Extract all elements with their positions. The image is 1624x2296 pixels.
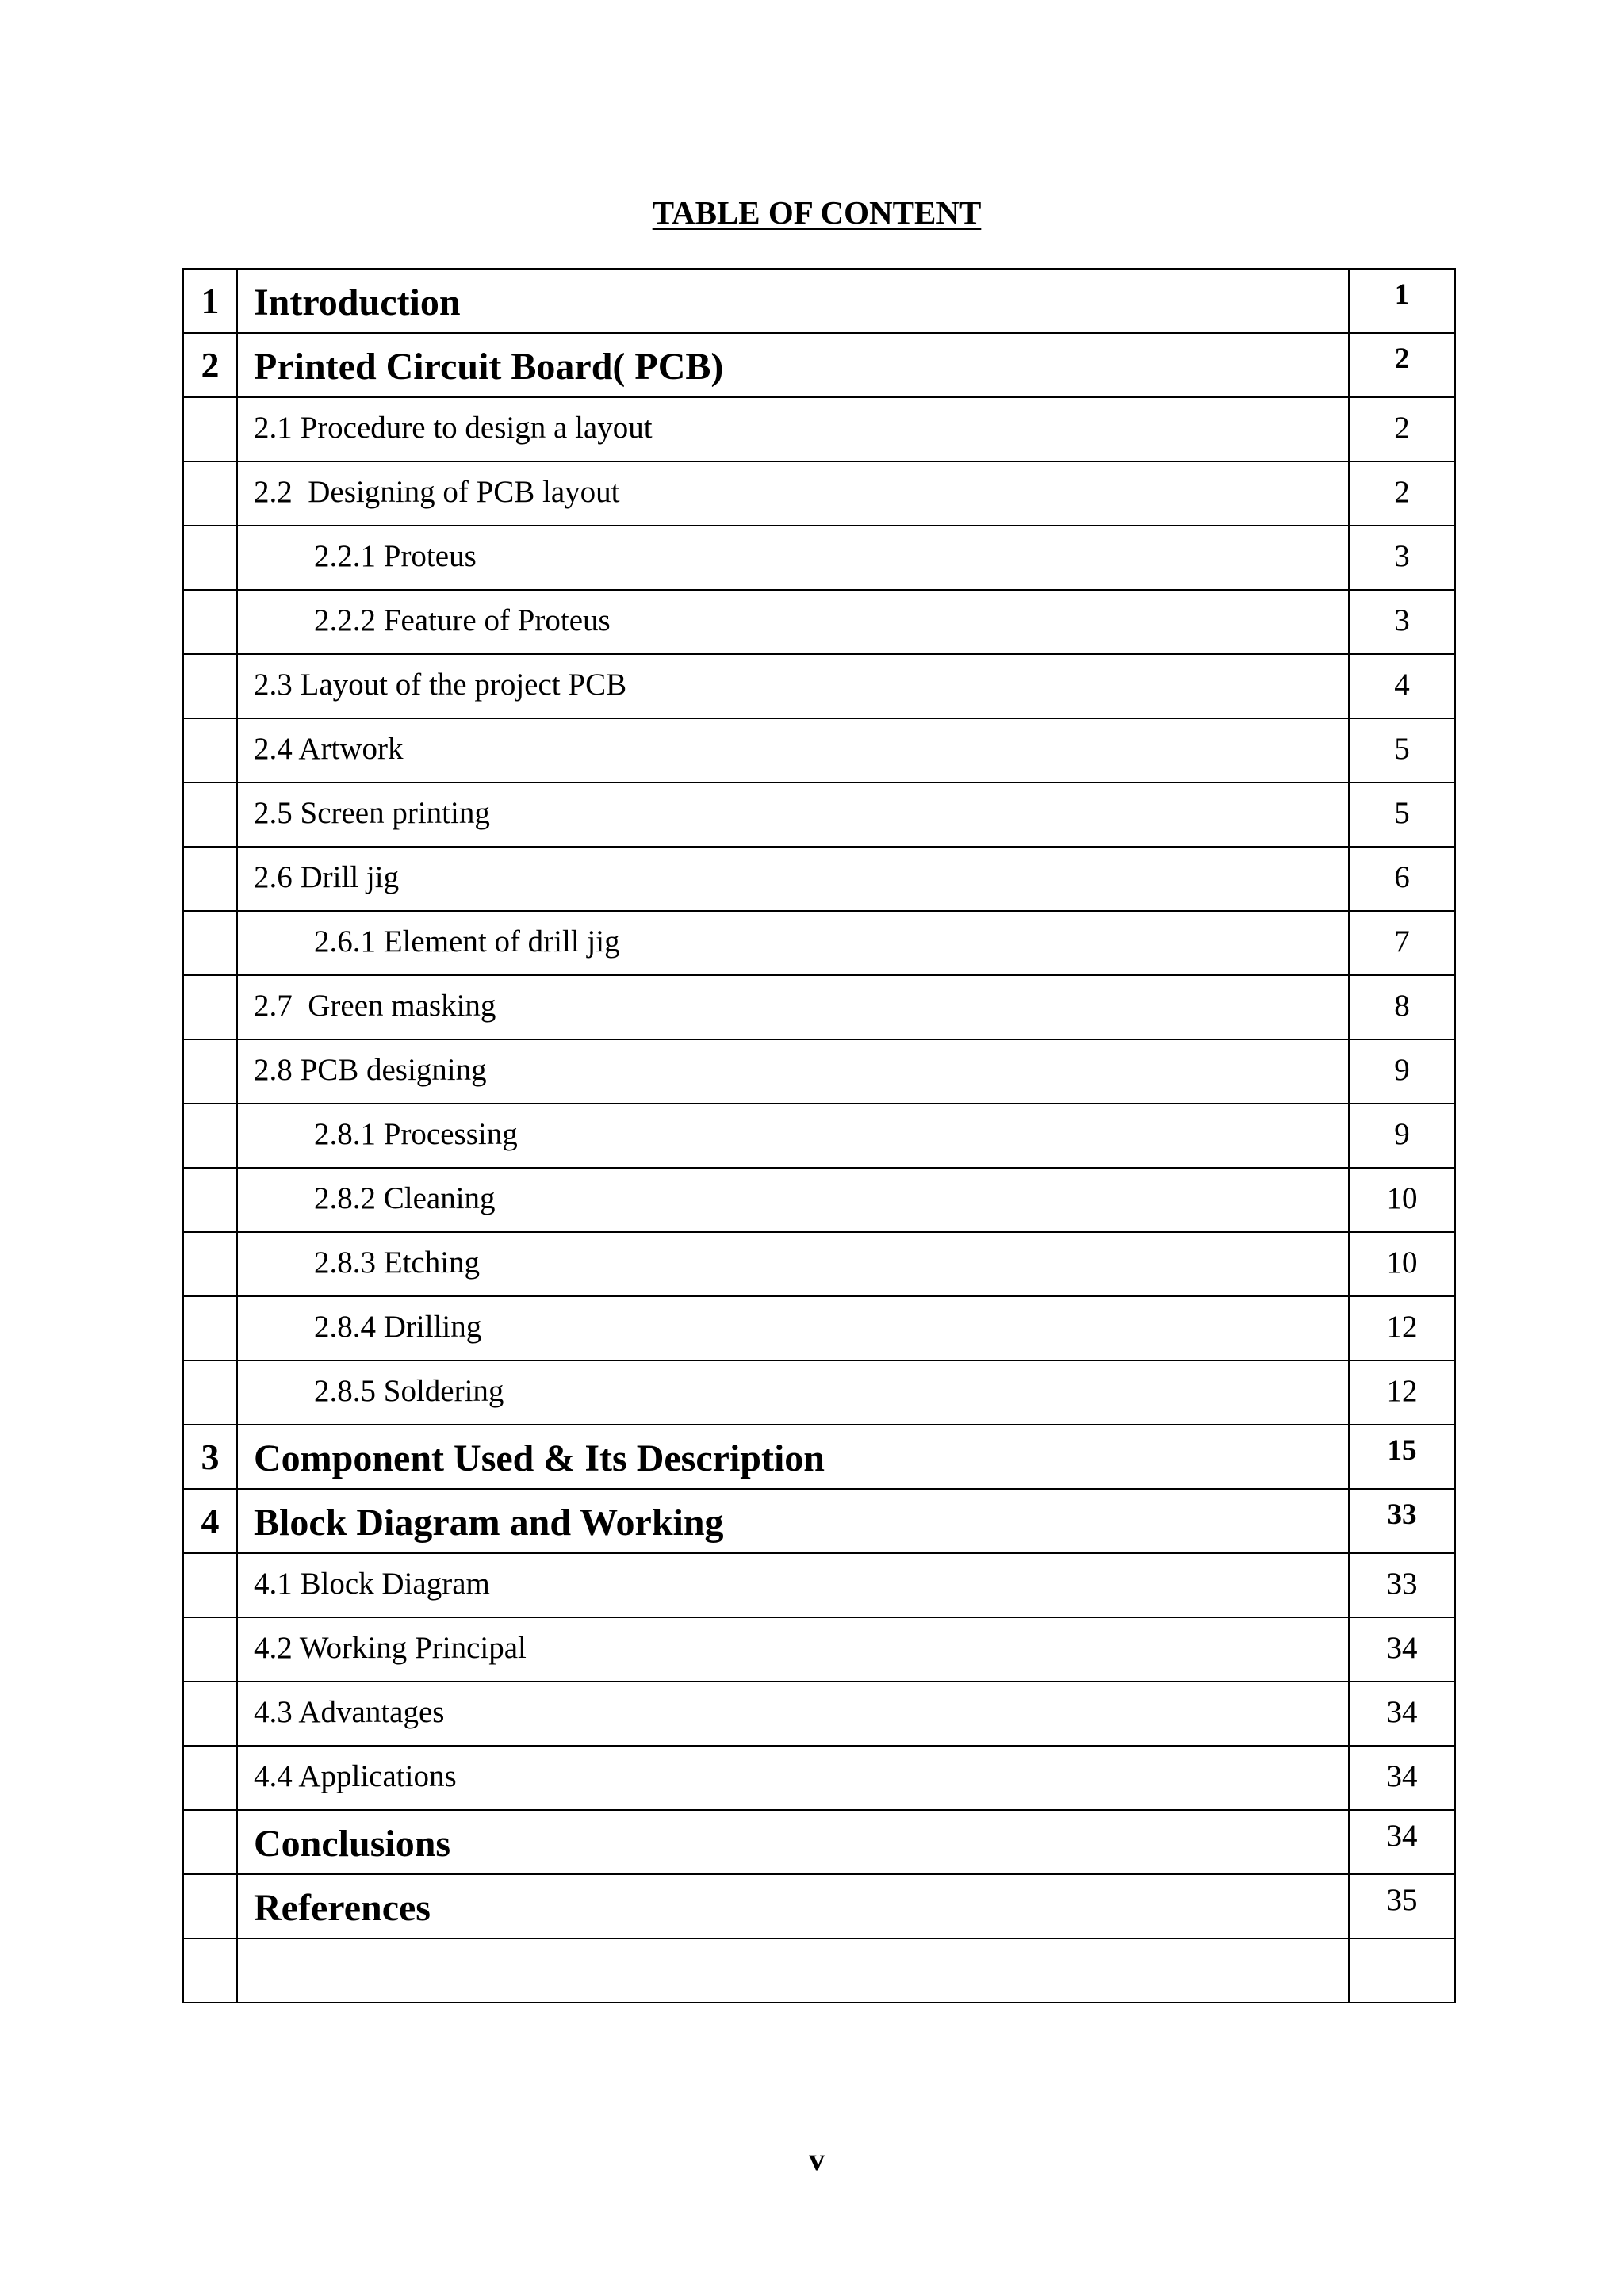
toc-row (183, 1874, 1455, 1938)
toc-chapter-number (183, 911, 237, 975)
toc-row (183, 333, 1455, 397)
toc-entry-title: 2.5 Screen printing (237, 783, 1349, 847)
page-number: v (809, 2141, 825, 2177)
toc-chapter-number (183, 1682, 237, 1746)
toc-row (183, 1168, 1455, 1232)
toc-page-number: 12 (1349, 1360, 1455, 1425)
toc-page-number: 10 (1349, 1168, 1455, 1232)
toc-chapter-number (183, 783, 237, 847)
toc-row (183, 975, 1455, 1039)
toc-entry-title: 4.4 Applications (237, 1746, 1349, 1810)
toc-entry-title: Component Used & Its Description (237, 1425, 1349, 1489)
toc-row (183, 269, 1455, 333)
toc-entry-title: 2.2 Designing of PCB layout (237, 461, 1349, 526)
toc-row (183, 526, 1455, 590)
toc-page-number: 34 (1349, 1682, 1455, 1746)
toc-body (183, 269, 1455, 2003)
toc-row (183, 1810, 1455, 1874)
toc-row (183, 783, 1455, 847)
toc-page-number: 7 (1349, 911, 1455, 975)
toc-row (183, 1296, 1455, 1360)
toc-row (183, 654, 1455, 718)
toc-chapter-number (183, 1874, 237, 1938)
toc-chapter-number (183, 1617, 237, 1682)
toc-chapter-number (183, 1938, 237, 2003)
toc-row (183, 1232, 1455, 1296)
toc-entry-title: 2.8.5 Soldering (237, 1360, 1349, 1425)
toc-chapter-number (183, 461, 237, 526)
toc-page-number: 8 (1349, 975, 1455, 1039)
toc-entry-title: 4.3 Advantages (237, 1682, 1349, 1746)
toc-entry-title: 2.8.2 Cleaning (237, 1168, 1349, 1232)
toc-page-number: 5 (1349, 783, 1455, 847)
toc-chapter-number (183, 526, 237, 590)
toc-row (183, 1425, 1455, 1489)
toc-chapter-number (183, 1232, 237, 1296)
toc-page-number: 1 (1349, 269, 1455, 333)
toc-page-number: 2 (1349, 397, 1455, 461)
toc-page-number: 34 (1349, 1617, 1455, 1682)
toc-chapter-number (183, 1746, 237, 1810)
toc-row (183, 847, 1455, 911)
toc-entry-title: 2.8 PCB designing (237, 1039, 1349, 1104)
toc-page-number: 9 (1349, 1039, 1455, 1104)
toc-page-number: 34 (1349, 1810, 1455, 1874)
toc-page-number (1349, 1938, 1455, 2003)
toc-chapter-number (183, 1360, 237, 1425)
toc-chapter-number (183, 847, 237, 911)
table-of-contents (182, 268, 1456, 2003)
toc-entry-title: 4.1 Block Diagram (237, 1553, 1349, 1617)
toc-row (183, 911, 1455, 975)
toc-chapter-number (183, 654, 237, 718)
toc-page-number: 2 (1349, 461, 1455, 526)
toc-entry-title (237, 1938, 1349, 2003)
toc-entry-title: Introduction (237, 269, 1349, 333)
toc-entry-title: 2.1 Procedure to design a layout (237, 397, 1349, 461)
toc-entry-title: 2.4 Artwork (237, 718, 1349, 783)
toc-entry-title: 2.2.1 Proteus (237, 526, 1349, 590)
toc-page-number: 10 (1349, 1232, 1455, 1296)
toc-page-number: 9 (1349, 1104, 1455, 1168)
toc-row (183, 590, 1455, 654)
toc-chapter-number: 4 (183, 1489, 237, 1553)
toc-chapter-number (183, 1168, 237, 1232)
toc-chapter-number: 3 (183, 1425, 237, 1489)
toc-row (183, 718, 1455, 783)
toc-page-number: 34 (1349, 1746, 1455, 1810)
toc-entry-title: 2.6.1 Element of drill jig (237, 911, 1349, 975)
toc-entry-title: 2.8.1 Processing (237, 1104, 1349, 1168)
page-title: TABLE OF CONTENT (652, 194, 982, 231)
toc-chapter-number (183, 1553, 237, 1617)
toc-row (183, 1039, 1455, 1104)
toc-page-number: 3 (1349, 526, 1455, 590)
toc-page-number: 35 (1349, 1874, 1455, 1938)
toc-row (183, 1489, 1455, 1553)
toc-entry-title: Printed Circuit Board( PCB) (237, 333, 1349, 397)
toc-row (183, 1360, 1455, 1425)
toc-chapter-number (183, 1039, 237, 1104)
toc-entry-title: Conclusions (237, 1810, 1349, 1874)
toc-row (183, 461, 1455, 526)
toc-page-number: 4 (1349, 654, 1455, 718)
toc-row (183, 1682, 1455, 1746)
toc-row (183, 1746, 1455, 1810)
toc-row (183, 397, 1455, 461)
toc-entry-title: 4.2 Working Principal (237, 1617, 1349, 1682)
toc-chapter-number (183, 397, 237, 461)
toc-chapter-number (183, 1810, 237, 1874)
toc-entry-title: 2.3 Layout of the project PCB (237, 654, 1349, 718)
toc-entry-title: 2.8.4 Drilling (237, 1296, 1349, 1360)
toc-chapter-number (183, 590, 237, 654)
toc-entry-title: 2.7 Green masking (237, 975, 1349, 1039)
toc-entry-title: Block Diagram and Working (237, 1489, 1349, 1553)
toc-chapter-number: 2 (183, 333, 237, 397)
toc-page-number: 33 (1349, 1553, 1455, 1617)
toc-page-number: 6 (1349, 847, 1455, 911)
toc-entry-title: 2.2.2 Feature of Proteus (237, 590, 1349, 654)
toc-page-number: 33 (1349, 1489, 1455, 1553)
toc-page-number: 3 (1349, 590, 1455, 654)
toc-entry-title: 2.8.3 Etching (237, 1232, 1349, 1296)
toc-row (183, 1617, 1455, 1682)
toc-row (183, 1553, 1455, 1617)
toc-row (183, 1104, 1455, 1168)
toc-chapter-number: 1 (183, 269, 237, 333)
toc-page-number: 5 (1349, 718, 1455, 783)
toc-chapter-number (183, 1296, 237, 1360)
toc-chapter-number (183, 1104, 237, 1168)
toc-row (183, 1938, 1455, 2003)
toc-chapter-number (183, 718, 237, 783)
toc-entry-title: 2.6 Drill jig (237, 847, 1349, 911)
toc-page-number: 12 (1349, 1296, 1455, 1360)
toc-page-number: 2 (1349, 333, 1455, 397)
toc-chapter-number (183, 975, 237, 1039)
toc-entry-title: References (237, 1874, 1349, 1938)
toc-page-number: 15 (1349, 1425, 1455, 1489)
